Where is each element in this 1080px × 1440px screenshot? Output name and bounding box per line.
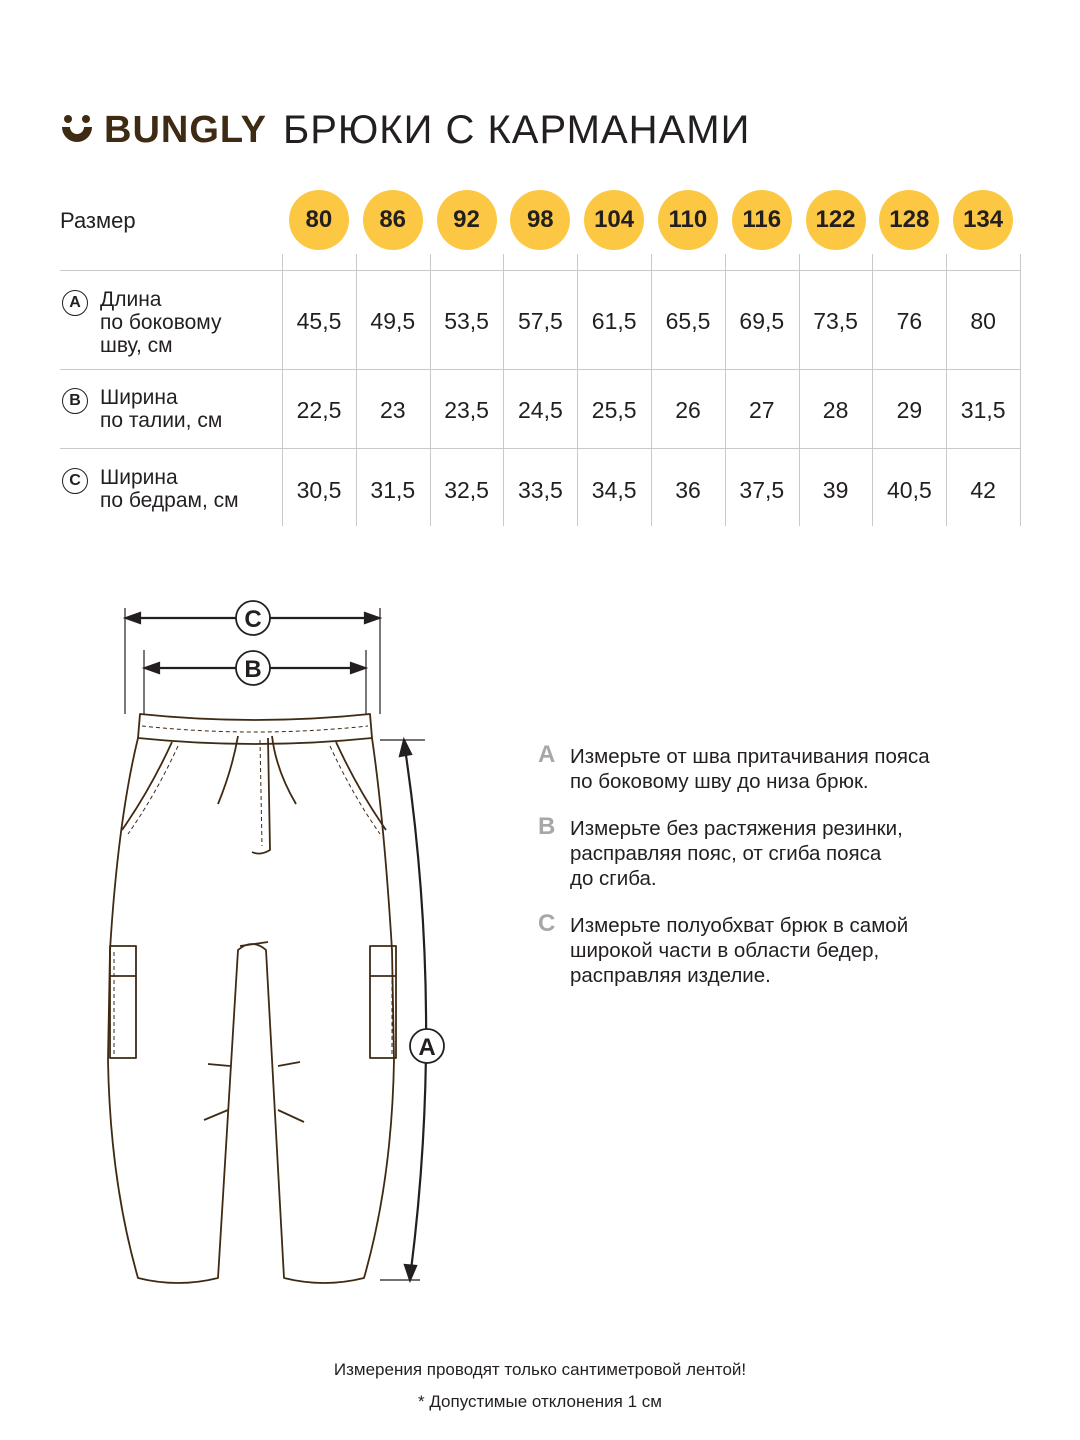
table-cell: 42 [970, 477, 996, 503]
table-cell: 73,5 [813, 308, 858, 334]
row-divider [60, 270, 1020, 271]
table-cell: 33,5 [518, 477, 563, 503]
table-cell: 49,5 [370, 308, 416, 334]
table-cell: 32,5 [444, 477, 489, 503]
table-cell: 57,5 [518, 308, 563, 334]
row-label-line: по бедрам, см [100, 489, 239, 512]
instruction-line: широкой части в области бедер, [570, 939, 880, 962]
row-letter-badge: C [62, 468, 88, 494]
table-cell: 31,5 [960, 397, 1006, 423]
row-divider [60, 369, 1020, 370]
brand-name: BUNGLY [104, 108, 267, 151]
table-cell: 23 [380, 397, 406, 423]
size-badge-128: 128 [879, 190, 939, 250]
table-cell: 28 [822, 397, 849, 423]
row-label-line: Ширина [100, 466, 178, 489]
table-cell: 24,5 [518, 397, 563, 423]
size-badge-110: 110 [658, 190, 718, 250]
footer-note: Измерения проводят только сантиметровой лентой! [333, 1360, 747, 1379]
row-label-line: шву, см [100, 334, 173, 357]
pants-outline [108, 738, 394, 1283]
table-cell: 36 [675, 477, 701, 503]
brand-logo [60, 109, 267, 152]
instruction-a [538, 741, 1018, 794]
table-cell: 69,5 [739, 308, 785, 334]
pants-diagram [100, 590, 460, 1300]
size-label: Размер [60, 208, 136, 233]
table-cell: 31,5 [370, 477, 416, 503]
instruction-letter: B [538, 813, 556, 840]
row-label-line: по боковому [100, 311, 222, 334]
instruction-letter: A [538, 741, 556, 768]
table-cell: 30,5 [296, 477, 342, 503]
table-cell: 23,5 [444, 397, 489, 423]
smile-icon [60, 113, 94, 147]
instruction-b [538, 813, 1018, 891]
size-badge-116: 116 [732, 190, 792, 250]
size-badge-98: 98 [510, 190, 570, 250]
measurement-instructions [538, 741, 1018, 1010]
size-badge-92: 92 [437, 190, 497, 250]
row-label-line: по талии, см [100, 409, 223, 432]
page-title: БРЮКИ С КАРМАНАМИ [282, 107, 751, 152]
table-cell: 61,5 [591, 308, 637, 334]
table-cell: 27 [749, 397, 775, 423]
instruction-letter: C [538, 910, 556, 937]
table-cell: 45,5 [296, 308, 342, 334]
row-label-text [100, 466, 300, 512]
dim-label-b: B [244, 656, 262, 683]
table-cell: 80 [970, 308, 996, 334]
table-cell: 26 [675, 397, 701, 423]
row-label-line: Длина [100, 288, 162, 311]
row-divider [60, 448, 1020, 449]
table-cell: 76 [896, 308, 923, 334]
size-badge-80: 80 [289, 190, 349, 250]
instruction-line: расправляя пояс, от сгиба пояса [570, 842, 882, 865]
instruction-line: Измерьте полуобхват брюк в самой [570, 914, 909, 937]
table-cell: 39 [822, 477, 849, 503]
table-cell: 25,5 [591, 397, 637, 423]
table-cell: 29 [896, 397, 923, 423]
size-badge-86: 86 [363, 190, 423, 250]
table-cell: 22,5 [296, 397, 342, 423]
size-badge-134: 134 [953, 190, 1013, 250]
size-badge-104: 104 [584, 190, 644, 250]
page-header [60, 102, 750, 158]
dim-label-a: A [418, 1034, 436, 1061]
instruction-c [538, 910, 1018, 988]
size-row [0, 190, 1080, 250]
table-cell: 40,5 [887, 477, 932, 503]
table-cell: 34,5 [591, 477, 637, 503]
instruction-line: расправляя изделие. [570, 964, 771, 987]
instruction-line: до сгиба. [570, 867, 657, 890]
row-label-line: Ширина [100, 386, 178, 409]
instruction-line: по боковому шву до низа брюк. [570, 770, 869, 793]
footer-tolerance: * Допустимые отклонения 1 см [418, 1392, 662, 1411]
row-label-text [100, 288, 300, 357]
row-letter-badge: A [62, 290, 88, 316]
instruction-line: Измерьте без растяжения резинки, [570, 817, 903, 840]
table-cell: 37,5 [739, 477, 785, 503]
dim-label-c: C [244, 606, 262, 633]
row-letter-badge: B [62, 388, 88, 414]
table-cell: 53,5 [444, 308, 489, 334]
table-cell: 65,5 [665, 308, 711, 334]
row-label-text [100, 386, 300, 432]
size-badge-122: 122 [806, 190, 866, 250]
instruction-line: Измерьте от шва притачивания пояса [570, 745, 930, 768]
